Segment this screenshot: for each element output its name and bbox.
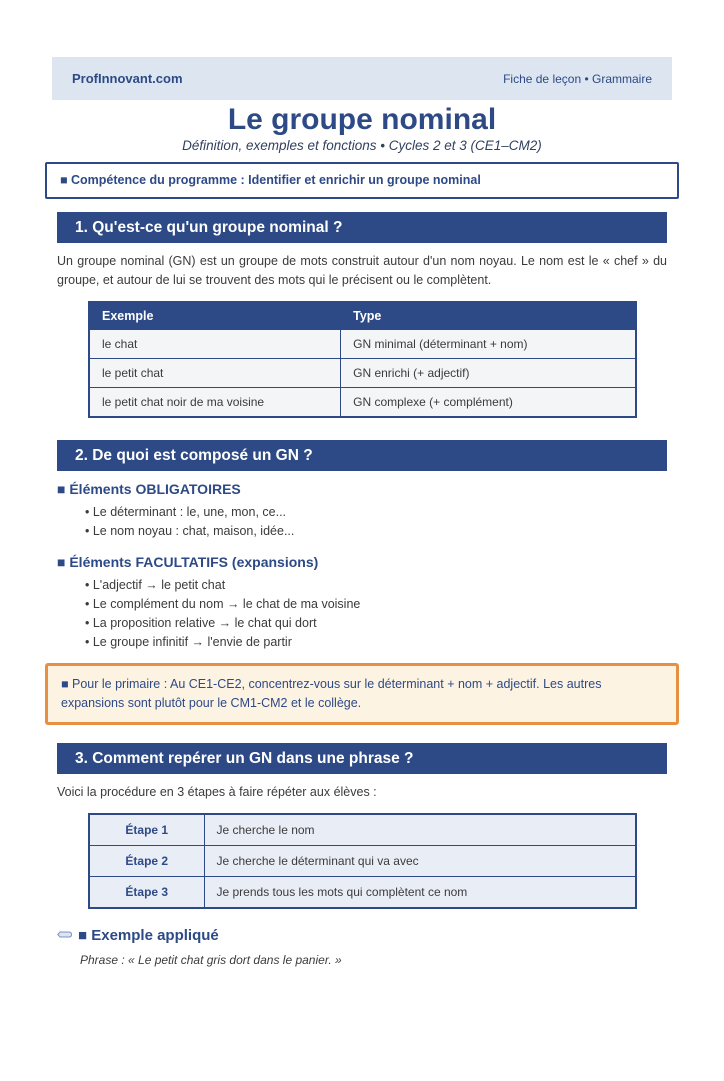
step-text-cell: Je prends tous les mots qui complètent ce nom [204, 877, 636, 909]
table-row [89, 330, 636, 359]
table-cell-exemple: le petit chat noir de ma voisine [89, 388, 341, 418]
table-cell-exemple: le chat [89, 330, 341, 359]
doc-type-label: Fiche de leçon • Grammaire [503, 71, 652, 86]
table-row [89, 359, 636, 388]
table-row [89, 846, 636, 877]
table-cell-type: GN minimal (déterminant + nom) [341, 330, 636, 359]
applied-example-heading: ■ Exemple appliqué [78, 927, 219, 944]
table-cell-type: GN complexe (+ complément) [341, 388, 636, 418]
list-item: • Le groupe infinitif → l'envie de partir [85, 635, 292, 649]
competence-box: ■ Compétence du programme : Identifier et enrichir un groupe nominal [45, 162, 679, 199]
examples-table [88, 301, 637, 418]
table-row [89, 814, 636, 846]
obligatoires-subheading: ■ Éléments OBLIGATOIRES [57, 481, 241, 497]
list-item: • La proposition relative → le chat qui dort [85, 616, 317, 630]
table-row [89, 877, 636, 909]
list-item: • Le complément du nom → le chat de ma voisine [85, 597, 361, 611]
examples-table-header-exemple: Exemple [89, 302, 341, 330]
list-item: • Le déterminant : le, une, mon, ce... [85, 505, 287, 519]
examples-table-header-type: Type [341, 302, 636, 330]
facultatifs-list [85, 576, 667, 651]
step-label-cell: Étape 2 [89, 846, 204, 877]
section-3-heading: 3. Comment repérer un GN dans une phrase ? [57, 743, 667, 774]
page-title: Le groupe nominal [227, 103, 497, 136]
step-text-cell: Je cherche le nom [204, 814, 636, 846]
steps-table [88, 813, 637, 909]
step-label-cell: Étape 3 [89, 877, 204, 909]
section-1-intro: Un groupe nominal (GN) est un groupe de mots construit autour d'un nom noyau. Le nom est le « chef » du groupe, et autour de lui se trouvent des mots qui le précisent ou le complètent. [57, 254, 667, 287]
example-phrase: Phrase : « Le petit chat gris dort dans le panier. » [80, 953, 342, 967]
applied-example-heading-row [57, 927, 667, 945]
facultatifs-subheading: ■ Éléments FACULTATIFS (expansions) [57, 554, 319, 570]
site-name: ProfInnovant.com [72, 71, 183, 86]
pencil-icon [57, 927, 73, 945]
section-1-heading: 1. Qu'est-ce qu'un groupe nominal ? [57, 212, 667, 243]
table-cell-exemple: le petit chat [89, 359, 341, 388]
list-item: • Le nom noyau : chat, maison, idée... [85, 524, 295, 538]
step-label-cell: Étape 1 [89, 814, 204, 846]
section-3-intro: Voici la procédure en 3 étapes à faire répéter aux élèves : [57, 785, 377, 799]
lesson-sheet-page [0, 57, 724, 1081]
section-2-heading: 2. De quoi est composé un GN ? [57, 440, 667, 471]
primary-level-note-box: ■ Pour le primaire : Au CE1-CE2, concentrez-vous sur le déterminant + nom + adjectif. Les autres expansions sont plutôt pour le CM1-CM2 et le collège. [45, 663, 679, 725]
table-cell-type: GN enrichi (+ adjectif) [341, 359, 636, 388]
list-item: • L'adjectif → le petit chat [85, 578, 226, 592]
table-row [89, 388, 636, 418]
obligatoires-list [85, 503, 667, 540]
header-band [52, 57, 672, 100]
page-subtitle: Définition, exemples et fonctions • Cycles 2 et 3 (CE1–CM2) [182, 138, 542, 153]
examples-table-header-row [89, 302, 636, 330]
step-text-cell: Je cherche le déterminant qui va avec [204, 846, 636, 877]
